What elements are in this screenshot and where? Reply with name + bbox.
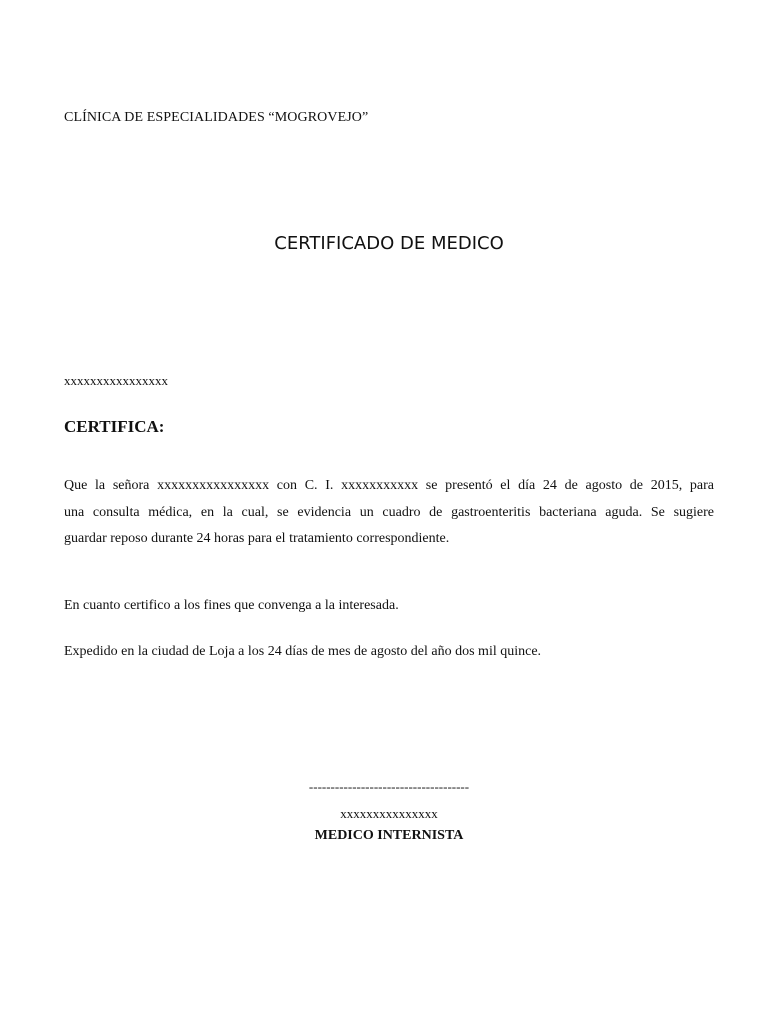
recipient-placeholder: xxxxxxxxxxxxxxxx <box>64 373 168 388</box>
body-line: guardar reposo durante 24 horas para el tratamiento correspondiente. <box>64 531 450 546</box>
signer-name: xxxxxxxxxxxxxxx <box>340 806 438 821</box>
body-line: Que la señora xxxxxxxxxxxxxxxx con C. I. xxxxxxxxxxx se presentó el día 24 de agosto de 2015, para <box>64 478 714 493</box>
certifies-heading: CERTIFICA: <box>64 417 165 436</box>
signer-role: MEDICO INTERNISTA <box>314 828 464 843</box>
document-title: CERTIFICADO DE MEDICO <box>274 233 504 254</box>
clinic-name: CLÍNICA DE ESPECIALIDADES “MOGROVEJO” <box>64 110 369 125</box>
signature-line: ------------------------------------- <box>308 779 470 794</box>
signature-block <box>0 778 768 846</box>
body-line: una consulta médica, en la cual, se evidencia un cuadro de gastroenteritis bacteriana aguda. Se sugiere <box>64 504 714 520</box>
closing-statement: En cuanto certifico a los fines que convenga a la interesada. <box>64 598 399 613</box>
issued-statement: Expedido en la ciudad de Loja a los 24 días de mes de agosto del año dos mil quince. <box>64 644 542 659</box>
certificate-body <box>64 473 714 553</box>
